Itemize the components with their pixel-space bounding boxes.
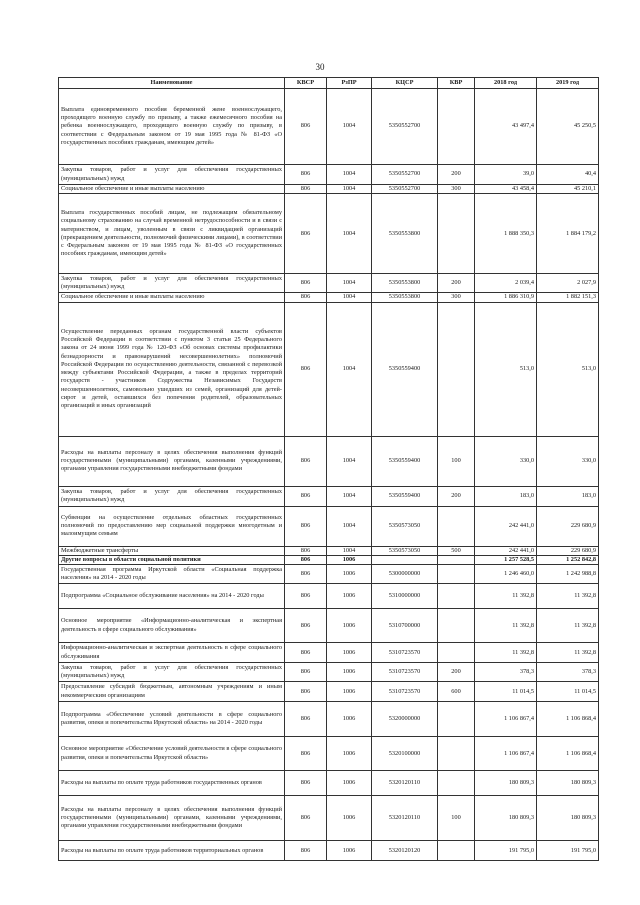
row-kvr-cell: 200 bbox=[438, 486, 475, 506]
row-name-cell: Информационно-аналитическая и экспертная деятельность в сфере социального обслуживания bbox=[59, 643, 285, 663]
row-2018-cell: 180 809,3 bbox=[475, 796, 537, 841]
table-row bbox=[59, 584, 599, 609]
page-number: 30 bbox=[315, 62, 325, 72]
table-row bbox=[59, 185, 599, 194]
row-name-cell: Закупка товаров, работ и услуг для обеспечения государственных (муниципальных) нужд bbox=[59, 274, 285, 293]
row-kvsr-cell: 806 bbox=[285, 274, 327, 293]
row-kcsr-cell: 5350553800 bbox=[372, 274, 438, 293]
table-row bbox=[59, 565, 599, 584]
table-row bbox=[59, 609, 599, 643]
row-2018-cell: 378,3 bbox=[475, 663, 537, 682]
table-row bbox=[59, 274, 599, 293]
row-name-cell: Расходы на выплаты персоналу в целях обеспечения выполнения функций государственными (муниципальными) органами, казенными учреждениями, органами управления государственными внебюджетными фондами bbox=[59, 436, 285, 486]
column-header-rzpr: РзПР bbox=[327, 78, 372, 89]
row-2018-cell: 11 392,8 bbox=[475, 643, 537, 663]
row-2019-cell: 40,4 bbox=[537, 165, 599, 185]
row-2018-cell: 1 106 867,4 bbox=[475, 737, 537, 771]
row-2019-cell: 330,0 bbox=[537, 436, 599, 486]
row-name-cell: Социальное обеспечение и иные выплаты населению bbox=[59, 185, 285, 194]
row-kvr-cell: 600 bbox=[438, 682, 475, 702]
row-kvsr-cell: 806 bbox=[285, 841, 327, 861]
row-rzpr-cell: 1006 bbox=[327, 771, 372, 796]
row-name-cell: Основное мероприятие «Информационно-аналитическая и экспертная деятельность в сфере социального обслуживания» bbox=[59, 609, 285, 643]
row-kvr-cell: 300 bbox=[438, 185, 475, 194]
row-kcsr-cell: 5320120110 bbox=[372, 771, 438, 796]
row-2019-cell: 1 106 868,4 bbox=[537, 702, 599, 737]
row-kcsr-cell: 5320120110 bbox=[372, 796, 438, 841]
row-kcsr-cell: 5310723570 bbox=[372, 643, 438, 663]
table-header-row bbox=[59, 78, 599, 89]
row-kvr-cell bbox=[438, 771, 475, 796]
row-kvsr-cell: 806 bbox=[285, 486, 327, 506]
row-2018-cell: 2 039,4 bbox=[475, 274, 537, 293]
row-2018-cell: 39,0 bbox=[475, 165, 537, 185]
row-kvr-cell bbox=[438, 302, 475, 436]
row-2019-cell: 513,0 bbox=[537, 302, 599, 436]
budget-table bbox=[58, 77, 599, 861]
row-2019-cell: 378,3 bbox=[537, 663, 599, 682]
row-name-cell: Предоставление субсидий бюджетным, автономным учреждениям и иным некоммерческим организациям bbox=[59, 682, 285, 702]
row-rzpr-cell: 1006 bbox=[327, 841, 372, 861]
row-kvsr-cell: 806 bbox=[285, 771, 327, 796]
row-rzpr-cell: 1006 bbox=[327, 737, 372, 771]
table-row bbox=[59, 506, 599, 546]
row-2018-cell: 11 392,8 bbox=[475, 609, 537, 643]
row-2018-cell: 1 888 350,3 bbox=[475, 194, 537, 274]
row-kvr-cell bbox=[438, 565, 475, 584]
row-name-cell: Государственная программа Иркутской области «Социальная поддержка населения» на 2014 - 2020 годы bbox=[59, 565, 285, 584]
row-rzpr-cell: 1004 bbox=[327, 274, 372, 293]
row-name-cell: Расходы на выплаты персоналу в целях обеспечения выполнения функций государственными (муниципальными) органами, казенными учреждениями, органами управления государственными внебюджетными фондами bbox=[59, 796, 285, 841]
row-2019-cell: 180 809,3 bbox=[537, 796, 599, 841]
row-kvsr-cell: 806 bbox=[285, 302, 327, 436]
row-2019-cell: 191 795,0 bbox=[537, 841, 599, 861]
row-2018-cell: 1 257 528,5 bbox=[475, 555, 537, 564]
table-row bbox=[59, 702, 599, 737]
row-kvsr-cell: 806 bbox=[285, 165, 327, 185]
table-row bbox=[59, 771, 599, 796]
row-2018-cell: 180 809,3 bbox=[475, 771, 537, 796]
row-2019-cell: 2 027,9 bbox=[537, 274, 599, 293]
row-2019-cell: 1 106 868,4 bbox=[537, 737, 599, 771]
table-row bbox=[59, 663, 599, 682]
row-kvsr-cell: 806 bbox=[285, 89, 327, 165]
row-kvr-cell: 300 bbox=[438, 293, 475, 302]
row-2018-cell: 43 497,4 bbox=[475, 89, 537, 165]
row-kvr-cell bbox=[438, 737, 475, 771]
row-2018-cell: 242 441,0 bbox=[475, 546, 537, 555]
column-header-kvr: КВР bbox=[438, 78, 475, 89]
row-name-cell: Расходы на выплаты по оплате труда работников территориальных органов bbox=[59, 841, 285, 861]
row-2019-cell: 45 210,1 bbox=[537, 185, 599, 194]
row-kvsr-cell: 806 bbox=[285, 609, 327, 643]
row-2019-cell: 11 392,8 bbox=[537, 584, 599, 609]
table-row bbox=[59, 486, 599, 506]
row-2018-cell: 11 392,8 bbox=[475, 584, 537, 609]
row-kvsr-cell: 806 bbox=[285, 555, 327, 564]
table-row bbox=[59, 546, 599, 555]
row-rzpr-cell: 1004 bbox=[327, 302, 372, 436]
row-kvr-cell bbox=[438, 702, 475, 737]
row-kvr-cell: 100 bbox=[438, 796, 475, 841]
row-kvr-cell bbox=[438, 841, 475, 861]
row-kcsr-cell: 5350573050 bbox=[372, 506, 438, 546]
row-kvsr-cell: 806 bbox=[285, 546, 327, 555]
row-kvsr-cell: 806 bbox=[285, 185, 327, 194]
row-kcsr-cell: 5310723570 bbox=[372, 663, 438, 682]
row-rzpr-cell: 1006 bbox=[327, 609, 372, 643]
row-2018-cell: 1 106 867,4 bbox=[475, 702, 537, 737]
row-kvsr-cell: 806 bbox=[285, 293, 327, 302]
row-kvr-cell bbox=[438, 555, 475, 564]
row-name-cell: Социальное обеспечение и иные выплаты населению bbox=[59, 293, 285, 302]
row-2019-cell: 180 809,3 bbox=[537, 771, 599, 796]
table-row bbox=[59, 89, 599, 165]
row-2019-cell: 1 882 151,3 bbox=[537, 293, 599, 302]
row-kcsr-cell: 5310723570 bbox=[372, 682, 438, 702]
row-kvr-cell bbox=[438, 506, 475, 546]
row-rzpr-cell: 1006 bbox=[327, 643, 372, 663]
row-2019-cell: 183,0 bbox=[537, 486, 599, 506]
row-rzpr-cell: 1004 bbox=[327, 436, 372, 486]
row-2019-cell: 229 680,9 bbox=[537, 546, 599, 555]
row-2018-cell: 191 795,0 bbox=[475, 841, 537, 861]
table-row bbox=[59, 293, 599, 302]
table-row bbox=[59, 194, 599, 274]
row-2019-cell: 1 884 179,2 bbox=[537, 194, 599, 274]
row-kvsr-cell: 806 bbox=[285, 565, 327, 584]
row-kcsr-cell bbox=[372, 555, 438, 564]
row-kvsr-cell: 806 bbox=[285, 584, 327, 609]
row-2018-cell: 242 441,0 bbox=[475, 506, 537, 546]
row-kvr-cell bbox=[438, 643, 475, 663]
row-2018-cell: 43 458,4 bbox=[475, 185, 537, 194]
row-kcsr-cell: 5320000000 bbox=[372, 702, 438, 737]
row-rzpr-cell: 1006 bbox=[327, 796, 372, 841]
row-kvr-cell bbox=[438, 89, 475, 165]
row-rzpr-cell: 1006 bbox=[327, 663, 372, 682]
row-kvr-cell: 100 bbox=[438, 436, 475, 486]
column-header-name: Наименование bbox=[59, 78, 285, 89]
row-name-cell: Расходы на выплаты по оплате труда работников государственных органов bbox=[59, 771, 285, 796]
row-2019-cell: 11 392,8 bbox=[537, 609, 599, 643]
row-kvsr-cell: 806 bbox=[285, 796, 327, 841]
row-2019-cell: 45 250,5 bbox=[537, 89, 599, 165]
column-header-kcsr: КЦСР bbox=[372, 78, 438, 89]
row-rzpr-cell: 1004 bbox=[327, 546, 372, 555]
row-name-cell: Выплата государственных пособий лицам, не подлежащим обязательному социальному страхованию на случай временной нетрудоспособности и в связи с материнством, и лицам, уволенным в связи с ликвидацией организаций (прекращением деятельности, полномочий физическими лицами), в соответствии с Федеральным законом от 19 мая 1995 года № 81-ФЗ «О государственных пособиях гражданам, имеющим детей» bbox=[59, 194, 285, 274]
row-kvr-cell bbox=[438, 194, 475, 274]
row-rzpr-cell: 1006 bbox=[327, 702, 372, 737]
row-kcsr-cell: 5310000000 bbox=[372, 584, 438, 609]
row-kcsr-cell: 5350559400 bbox=[372, 486, 438, 506]
row-rzpr-cell: 1006 bbox=[327, 584, 372, 609]
row-kvr-cell bbox=[438, 584, 475, 609]
row-kvr-cell bbox=[438, 609, 475, 643]
row-name-cell: Подпрограмма «Социальное обслуживание населения» на 2014 - 2020 годы bbox=[59, 584, 285, 609]
table-row bbox=[59, 555, 599, 564]
row-kcsr-cell: 5310700000 bbox=[372, 609, 438, 643]
row-name-cell: Межбюджетные трансферты bbox=[59, 546, 285, 555]
row-kvsr-cell: 806 bbox=[285, 663, 327, 682]
row-rzpr-cell: 1004 bbox=[327, 293, 372, 302]
row-rzpr-cell: 1004 bbox=[327, 185, 372, 194]
row-rzpr-cell: 1004 bbox=[327, 486, 372, 506]
row-kvsr-cell: 806 bbox=[285, 737, 327, 771]
row-rzpr-cell: 1006 bbox=[327, 682, 372, 702]
table-row bbox=[59, 436, 599, 486]
row-kvsr-cell: 806 bbox=[285, 194, 327, 274]
row-kvr-cell: 200 bbox=[438, 274, 475, 293]
table-row bbox=[59, 737, 599, 771]
row-kcsr-cell: 5300000000 bbox=[372, 565, 438, 584]
row-kvr-cell: 200 bbox=[438, 165, 475, 185]
row-kcsr-cell: 5350552700 bbox=[372, 89, 438, 165]
row-2018-cell: 183,0 bbox=[475, 486, 537, 506]
row-name-cell: Выплата единовременного пособия беременной жене военнослужащего, проходящего военную службу по призыву, а также ежемесячного пособия на ребенка военнослужащего, проходящего военную службу по призыву, в соответствии с Федеральным законом от 19 мая 1995 года № 81-ФЗ «О государственных пособиях гражданам, имеющим детей» bbox=[59, 89, 285, 165]
row-name-cell: Закупка товаров, работ и услуг для обеспечения государственных (муниципальных) нужд bbox=[59, 663, 285, 682]
column-header-kvsr: КВСР bbox=[285, 78, 327, 89]
row-rzpr-cell: 1006 bbox=[327, 565, 372, 584]
row-rzpr-cell: 1004 bbox=[327, 506, 372, 546]
row-2019-cell: 1 242 988,8 bbox=[537, 565, 599, 584]
row-kvsr-cell: 806 bbox=[285, 436, 327, 486]
row-name-cell: Другие вопросы в области социальной политики bbox=[59, 555, 285, 564]
row-kcsr-cell: 5350573050 bbox=[372, 546, 438, 555]
table-row bbox=[59, 841, 599, 861]
row-name-cell: Закупка товаров, работ и услуг для обеспечения государственных (муниципальных) нужд bbox=[59, 165, 285, 185]
row-kvr-cell: 500 bbox=[438, 546, 475, 555]
row-kvsr-cell: 806 bbox=[285, 643, 327, 663]
row-2019-cell: 11 392,8 bbox=[537, 643, 599, 663]
row-2019-cell: 1 252 842,8 bbox=[537, 555, 599, 564]
row-kvr-cell: 200 bbox=[438, 663, 475, 682]
row-name-cell: Подпрограмма «Обеспечение условий деятельности в сфере социального развития, опеки и попечительства Иркутской области» на 2014 - 2020 годы bbox=[59, 702, 285, 737]
row-2018-cell: 11 014,5 bbox=[475, 682, 537, 702]
row-2018-cell: 1 886 310,9 bbox=[475, 293, 537, 302]
row-rzpr-cell: 1006 bbox=[327, 555, 372, 564]
row-2018-cell: 330,0 bbox=[475, 436, 537, 486]
row-kcsr-cell: 5350553800 bbox=[372, 194, 438, 274]
column-header-2019: 2019 год bbox=[537, 78, 599, 89]
row-name-cell: Субвенции на осуществление отдельных областных государственных полномочий по предоставлению мер социальной поддержки многодетным и малоимущим семьям bbox=[59, 506, 285, 546]
row-kcsr-cell: 5350559400 bbox=[372, 436, 438, 486]
row-kvsr-cell: 806 bbox=[285, 682, 327, 702]
table-body bbox=[59, 89, 599, 861]
row-kcsr-cell: 5320120120 bbox=[372, 841, 438, 861]
column-header-2018: 2018 год bbox=[475, 78, 537, 89]
row-2019-cell: 229 680,9 bbox=[537, 506, 599, 546]
row-2018-cell: 1 246 460,0 bbox=[475, 565, 537, 584]
row-kvsr-cell: 806 bbox=[285, 506, 327, 546]
table-row bbox=[59, 682, 599, 702]
row-kcsr-cell: 5350552700 bbox=[372, 185, 438, 194]
row-name-cell: Осуществление переданных органам государственной власти субъектов Российской Федерации в соответствии с пунктом 3 статьи 25 Федерального закона от 24 июня 1999 года № 120-ФЗ «Об основах системы профилактики безнадзорности и правонарушений несовершеннолетних» полномочий Российской Федерации по осуществлению деятельности, связанной с перевозкой между субъектами Российской Федерации, а также в пределах территорий государств - участников Содружества Независимых Государств несовершеннолетних, самовольно ушедших из семей, организаций для детей-сирот и детей, оставшихся без попечения родителей, образовательных организаций и иных организаций bbox=[59, 302, 285, 436]
row-kvsr-cell: 806 bbox=[285, 702, 327, 737]
row-kcsr-cell: 5320100000 bbox=[372, 737, 438, 771]
row-2019-cell: 11 014,5 bbox=[537, 682, 599, 702]
row-rzpr-cell: 1004 bbox=[327, 89, 372, 165]
row-kcsr-cell: 5350552700 bbox=[372, 165, 438, 185]
row-rzpr-cell: 1004 bbox=[327, 194, 372, 274]
table-row bbox=[59, 302, 599, 436]
row-rzpr-cell: 1004 bbox=[327, 165, 372, 185]
table-row bbox=[59, 796, 599, 841]
row-name-cell: Закупка товаров, работ и услуг для обеспечения государственных (муниципальных) нужд bbox=[59, 486, 285, 506]
table-row bbox=[59, 643, 599, 663]
row-name-cell: Основное мероприятие «Обеспечение условий деятельности в сфере социального развития, опеки и попечительства Иркутской области» bbox=[59, 737, 285, 771]
row-kcsr-cell: 5350559400 bbox=[372, 302, 438, 436]
table-row bbox=[59, 165, 599, 185]
row-2018-cell: 513,0 bbox=[475, 302, 537, 436]
row-kcsr-cell: 5350553800 bbox=[372, 293, 438, 302]
